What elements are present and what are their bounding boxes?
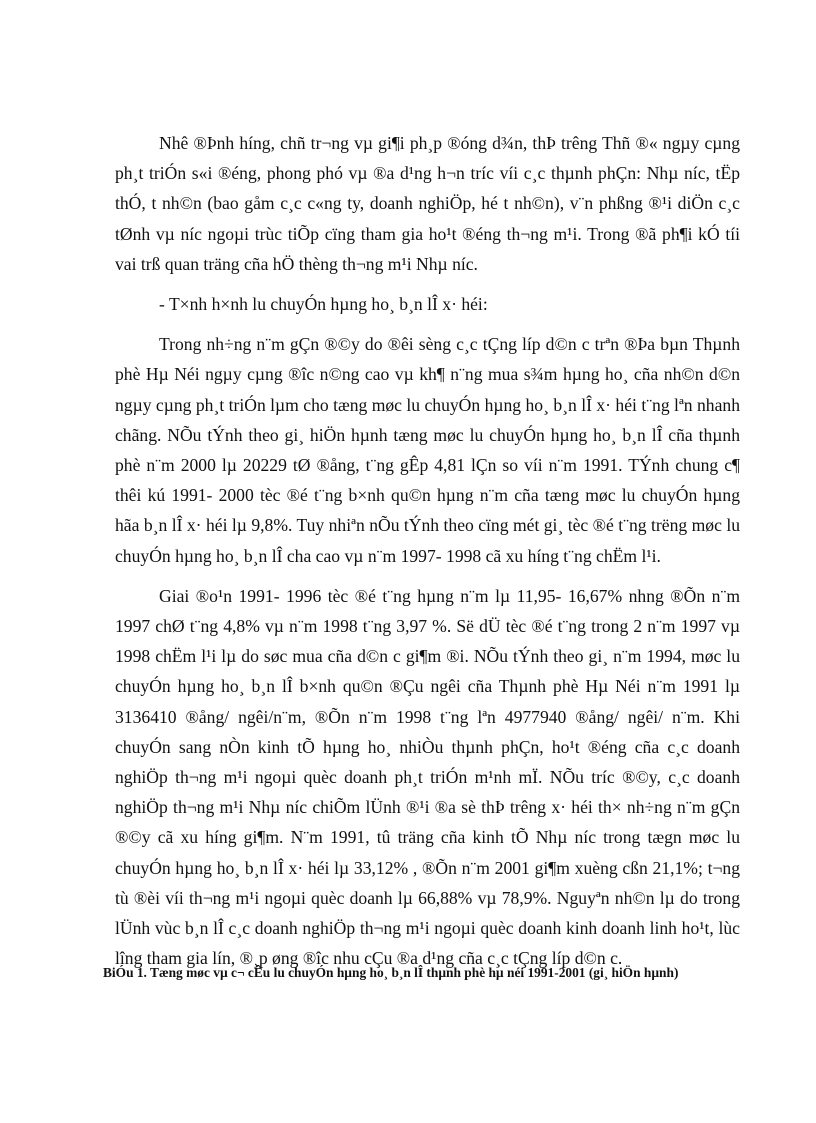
table-caption: BiÓu 1. Tæng møc vµ c¬ cÊu lu chuyÓn hµng ho¸ b¸n lÎ thµnh phè hµ néi 1991-2001 (gi¸ hiÖn hµnh)	[103, 965, 679, 980]
paragraph-retail-growth: Trong nh÷ng n¨m gÇn ®©y do ®êi sèng c¸c tÇng líp d©n c trªn ®Þa bµn Thµnh phè Hµ Néi ngµy cµng ®îc n©ng cao vµ kh¶ n¨ng mua s¾m hµng ho¸ cña nh©n d©n ngµy cµng ph¸t triÓn lµm cho tæng møc lu chuyÓn hµng ho¸ b¸n lÎ x· héi t¨ng lªn nhanh chãng. NÕu tÝnh theo gi¸ hiÖn hµnh tæng møc lu chuyÓn hµng ho¸ b¸n lÎ cña thµnh phè n¨m 2000 lµ 20229 tØ ®ång, t¨ng gÊp 4,81 lÇn so víi n¨m 1991. TÝnh chung c¶ thêi kú 1991- 2000 tèc ®é t¨ng b×nh qu©n hµng n¨m cña tæng møc lu chuyÓn hµng hãa b¸n lÎ x· héi lµ 9,8%. Tuy nhiªn nÕu tÝnh theo cïng mét gi¸ tèc ®é t¨ng trëng møc lu chuyÓn hµng ho¸ b¸n lÎ cha cao vµ n¨m 1997- 1998 cã xu híng t¨ng chËm l¹i.	[115, 334, 740, 566]
document-body	[115, 128, 740, 983]
section-heading-retail: - T×nh h×nh lu chuyÓn hµng ho¸ b¸n lÎ x· héi:	[159, 294, 488, 315]
paragraph-intro: Nhê ®Þnh híng, chñ tr¬ng vµ gi¶i ph¸p ®óng d¾n, thÞ trêng Thñ ®« ngµy cµng ph¸t triÓn s«i ®éng, phong phó vµ ®a d¹ng h¬n tríc víi c¸c thµnh phÇn: Nhµ níc, tËp thÓ, t nh©n (bao gåm c¸c c«ng ty, doanh nghiÖp, hé t nh©n), v¨n phßng ®¹i diÖn c¸c tØnh vµ níc ngoµi trùc tiÕp cïng tham gia ho¹t ®éng th¬ng m¹i. Trong ®ã ph¶i kÓ tíi vai trß quan träng cña hÖ thèng th¬ng m¹i Nhµ níc.	[115, 133, 740, 274]
paragraph-growth-rates: Giai ®o¹n 1991- 1996 tèc ®é t¨ng hµng n¨m lµ 11,95- 16,67% nhng ®Õn n¨m 1997 chØ t¨ng 4,8% vµ n¨m 1998 t¨ng 3,97 %. Së dÜ tèc ®é t¨ng trong 2 n¨m 1997 vµ 1998 chËm l¹i lµ do søc mua cña d©n c gi¶m ®i. NÕu tÝnh theo gi¸ n¨m 1994, møc lu chuyÓn hµng ho¸ b¸n lÎ b×nh qu©n ®Çu ngêi cña Thµnh phè Hµ Néi n¨m 1991 lµ 3136410 ®ång/ ngêi/n¨m, ®Õn n¨m 1998 t¨ng lªn 4977940 ®ång/ ngêi/ n¨m. Khi chuyÓn sang nÒn kinh tÕ hµng ho¸ nhiÒu thµnh phÇn, ho¹t ®éng cña c¸c doanh nghiÖp th¬ng m¹i ngoµi quèc doanh ph¸t triÓn m¹nh mÏ. NÕu tríc ®©y, c¸c doanh nghiÖp th¬ng m¹i Nhµ níc chiÕm lÜnh ®¹i ®a sè thÞ trêng x· héi th× nh÷ng n¨m gÇn ®©y cã xu híng gi¶m. N¨m 1991, tû träng cña kinh tÕ Nhµ níc trong tægn møc lu chuyÓn hµng ho¸ b¸n lÎ x· héi lµ 33,12% , ®Õn n¨m 2001 gi¶m xuèng cßn 21,1%; t¬ng tù ®èi víi th¬ng m¹i ngoµi quèc doanh lµ 66,88% vµ 78,9%. Nguyªn nh©n lµ do trong lÜnh vùc b¸n lÎ c¸c doanh nghiÖp th¬ng m¹i ngoµi quèc doanh kinh doanh linh ho¹t, lùc lîng tham gia lín, ®¸p øng ®îc nhu cÇu ®a d¹ng cña c¸c tÇng líp d©n c.	[115, 585, 740, 969]
